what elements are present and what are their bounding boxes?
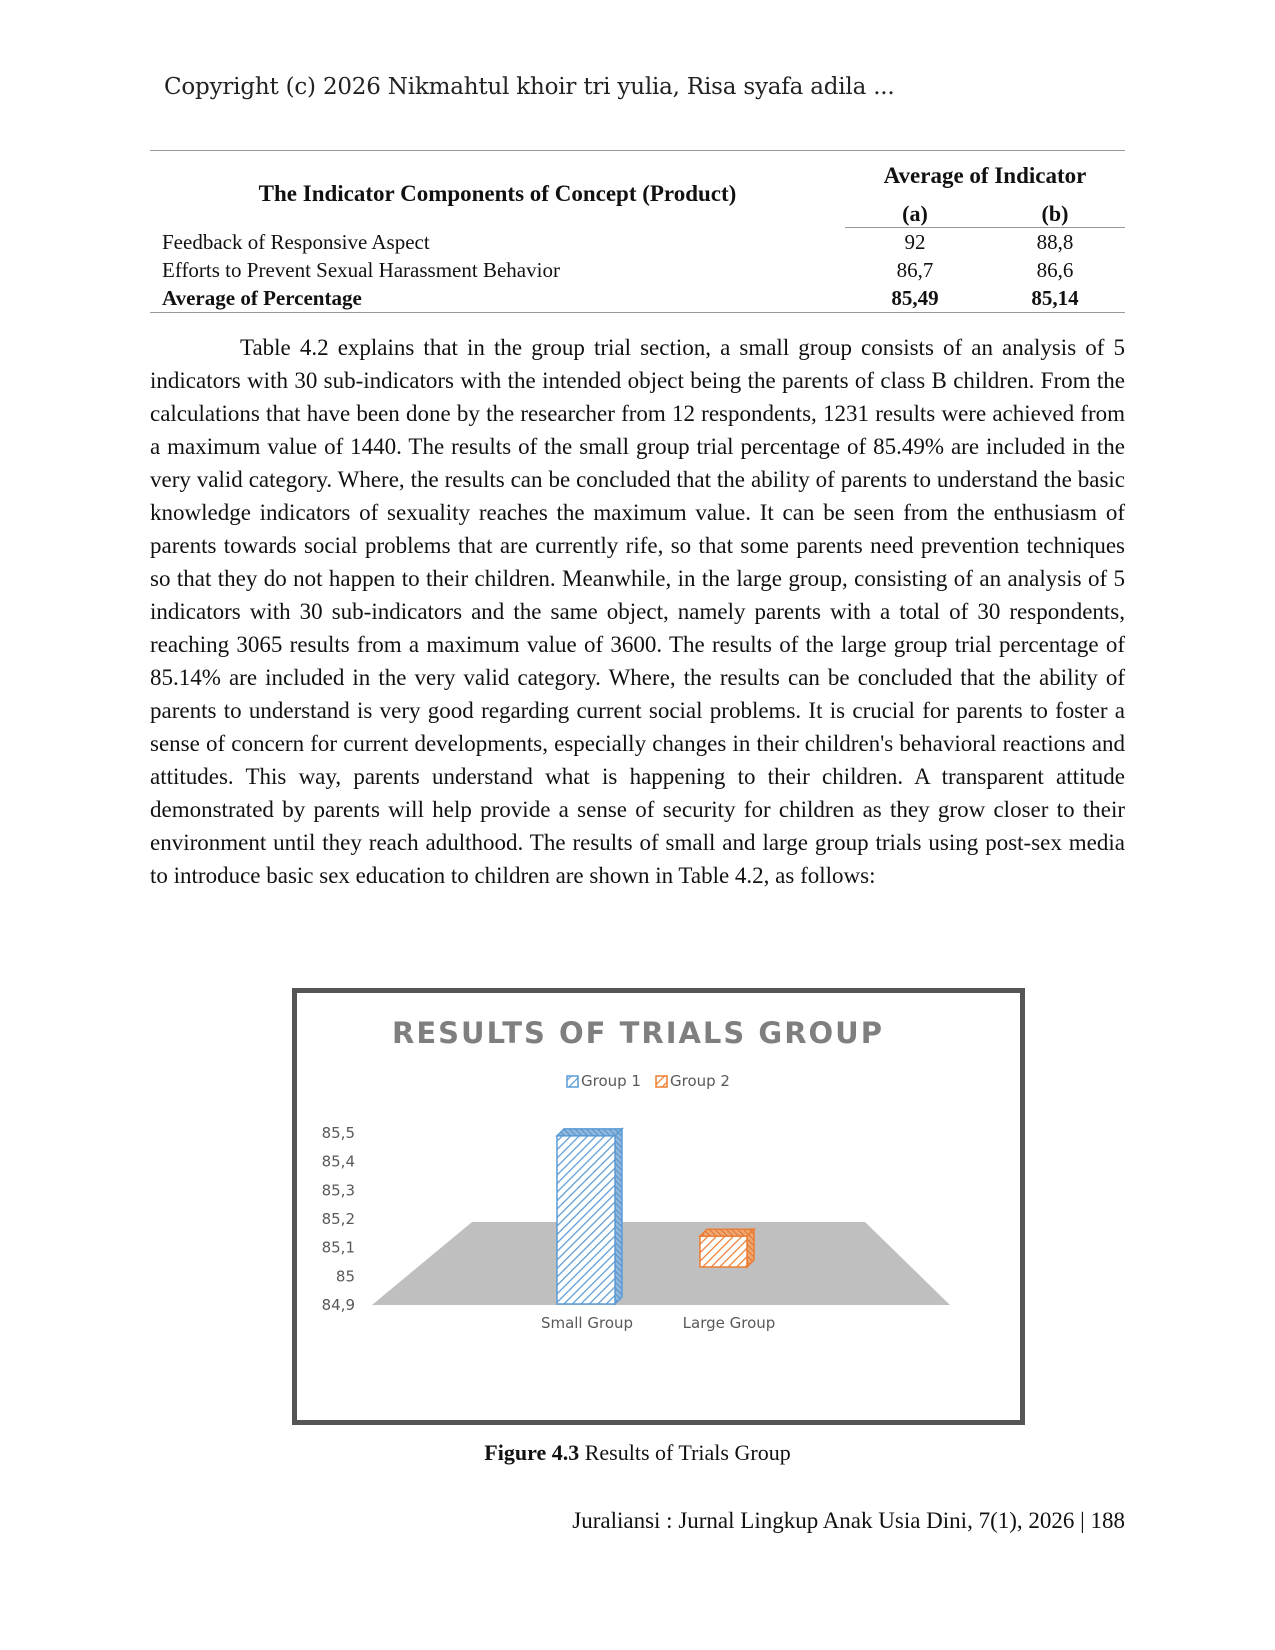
bar-small-group: [557, 1129, 622, 1304]
row-value-b: 88,8: [1036, 230, 1074, 254]
figure-caption: [0, 1440, 1275, 1466]
legend-swatch: [567, 1076, 578, 1087]
bar-top-face: [557, 1129, 622, 1136]
chart-legend: [567, 1072, 730, 1090]
column-header-b: (b): [985, 197, 1125, 228]
table-total-row: [150, 284, 1125, 313]
bar-front-face: [700, 1236, 747, 1267]
y-tick-label: 85,4: [321, 1152, 355, 1171]
row-label: Efforts to Prevent Sexual Harassment Behavior: [162, 258, 560, 282]
y-tick-label: 85,5: [321, 1124, 355, 1142]
bar-front-face: [557, 1136, 615, 1304]
page-footer: [572, 1508, 1125, 1534]
bar-top-face: [700, 1229, 754, 1236]
legend-swatch: [656, 1076, 667, 1087]
indicator-table: [150, 150, 1125, 313]
x-tick-label: Large Group: [682, 1314, 776, 1332]
table-row: [150, 256, 1125, 284]
row-label: Feedback of Responsive Aspect: [162, 229, 430, 254]
column-header-component: The Indicator Components of Concept (Product): [258, 181, 737, 207]
total-value-a: 85,49: [845, 284, 985, 313]
footer-citation: Juraliansi : Jurnal Lingkup Anak Usia Dini, 7(1), 2026 | 188: [572, 1508, 1125, 1533]
legend-label: Group 2: [670, 1072, 730, 1090]
y-axis: [322, 1124, 355, 1314]
row-value-a: 86,7: [896, 258, 934, 282]
y-tick-label: 85,3: [321, 1181, 355, 1200]
figure-caption-text: Results of Trials Group: [579, 1440, 791, 1465]
bar-side-face: [615, 1129, 622, 1304]
y-tick-label: 84,9: [321, 1296, 355, 1314]
y-tick-label: 85,1: [321, 1238, 355, 1257]
column-header-a: (a): [845, 197, 985, 228]
row-value-a: 92: [904, 230, 926, 254]
bar-side-face: [747, 1229, 754, 1267]
column-header-average: Average of Indicator: [883, 163, 1087, 188]
legend-label: Group 1: [581, 1072, 641, 1090]
y-tick-label: 85: [335, 1267, 355, 1286]
chart-floor: [372, 1222, 950, 1305]
chart-title: RESULTS OF TRIALS GROUP: [392, 1016, 884, 1050]
copyright-text: Copyright (c) 2026 Nikmahtul khoir tri yulia, Risa syafa adila ...: [164, 74, 895, 100]
total-value-b: 85,14: [985, 284, 1125, 313]
bar-large-group: [700, 1229, 754, 1267]
page-header: [164, 74, 895, 100]
body-paragraph: Table 4.2 explains that in the group trial section, a small group consists of an analysis of 5 indicators with 30 sub-indicators with the intended object being the parents of class B children. From the calculations that have been done by the researcher from 12 respondents, 1231 results were achieved from a maximum value of 1440. The results of the small group trial percentage of 85.49% are included in the very valid category. Where, the results can be concluded that the ability of parents to understand the basic knowledge indicators of sexuality reaches the maximum value. It can be seen from the enthusiasm of parents towards social problems that are currently rife, so that some parents need prevention techniques so that they do not happen to their children. Meanwhile, in the large group, consisting of an analysis of 5 indicators with 30 sub-indicators and the same object, namely parents with a total of 30 respondents, reaching 3065 results from a maximum value of 3600. The results of the large group trial percentage of 85.14% are included in the very valid category. Where, the results can be concluded that the ability of parents to understand is very good regarding current social problems. It is crucial for parents to foster a sense of concern for current developments, especially changes in their children's behavioral reactions and attitudes. This way, parents understand what is happening to their children. A transparent attitude demonstrated by parents will help provide a sense of security for children as they grow closer to their environment until they reach adulthood. The results of small and large group trials using post-sex media to introduce basic sex education to children are shown in Table 4.2, as follows:: [150, 335, 1125, 888]
table-row: [150, 228, 1125, 257]
total-label: Average of Percentage: [150, 284, 845, 313]
bar-chart: [297, 993, 1020, 1420]
x-tick-label: Small Group: [540, 1314, 634, 1332]
row-value-b: 86,6: [1036, 258, 1074, 282]
figure-label: Figure 4.3: [484, 1440, 580, 1465]
floor-plane: [372, 1222, 950, 1305]
chart-frame: [292, 988, 1025, 1425]
y-tick-label: 85,2: [321, 1210, 355, 1228]
x-axis: [541, 1314, 775, 1332]
